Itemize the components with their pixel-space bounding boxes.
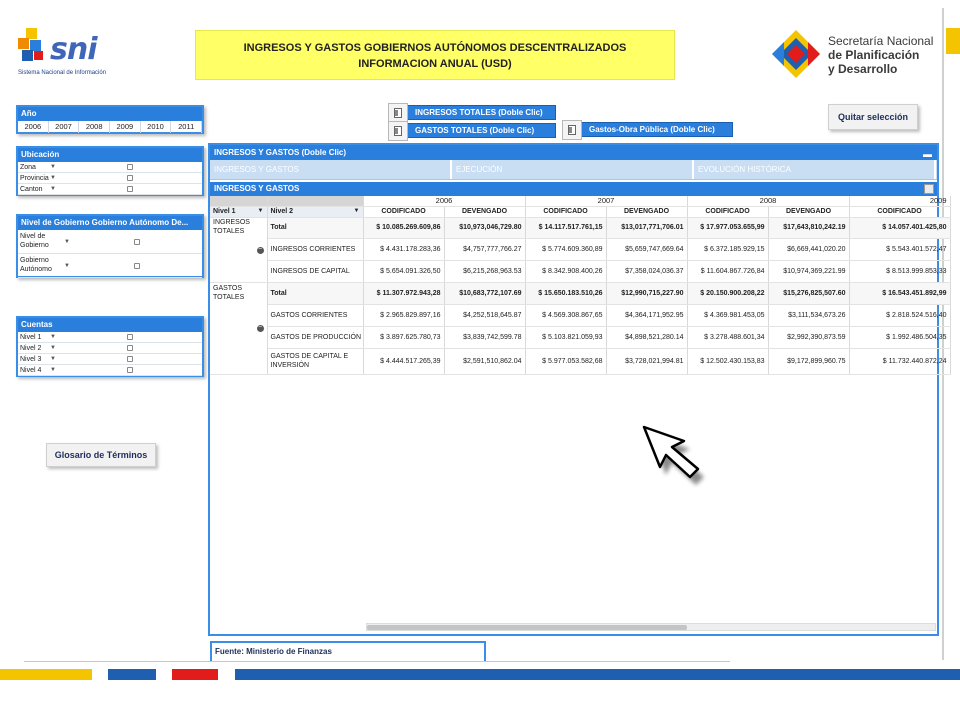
value-cell: $ 3.278.488.601,34 [687,326,768,348]
filter-row-nivel-gobierno[interactable] [18,230,202,254]
senplades-logo [770,26,934,84]
sheet-icon [388,103,408,123]
senplades-mark-icon [770,28,822,80]
filter-row-nivel3[interactable] [18,354,202,365]
year-option[interactable]: 2008 [79,121,110,133]
value-cell: $ 5.543.401.572,47 [849,238,950,260]
value-cell: $13,017,771,706.01 [606,217,687,238]
dropdown-arrow-icon[interactable]: ▼ [64,239,70,245]
group-label: INGRESOS TOTALES [213,218,250,235]
table-row [210,282,950,304]
column-header-row [210,206,950,217]
value-cell: $10,683,772,107.69 [444,282,525,304]
row-label: GASTOS DE CAPITAL E INVERSIÓN [267,348,363,374]
blue-bar-long [235,669,960,680]
value-cell: $ 1.992.486.504,35 [849,326,950,348]
value-cell: $ 5.977.053.582,68 [525,348,606,374]
column-header[interactable]: DEVENGADO [606,206,687,217]
value-cell: $ 5.774.609.360,89 [525,238,606,260]
filter-row-label: Provincia [20,175,49,182]
checkbox[interactable] [127,345,133,351]
group-cell-ingresos[interactable] [210,217,267,282]
value-cell: $ 8.342.908.400,26 [525,260,606,282]
gastos-obra-publica-button[interactable] [562,122,733,137]
blue-bar-short [108,669,156,680]
year-header: 2007 [525,196,687,206]
anio-years [18,121,202,133]
value-cell: $4,252,518,645.87 [444,304,525,326]
yellow-bar [0,669,92,680]
collapse-icon[interactable]: − [257,245,263,253]
value-cell: $ 3.897.625.780,73 [363,326,444,348]
value-cell: $15,276,825,507.60 [768,282,849,304]
yellow-accent-tab [946,28,960,54]
nivel1-header[interactable] [210,206,267,217]
table-row [210,260,950,282]
value-cell: $3,728,021,994.81 [606,348,687,374]
nivel-gobierno-filter-panel [16,214,204,278]
column-header[interactable]: CODIFICADO [525,206,606,217]
anio-filter-panel [16,105,204,134]
filter-row-canton[interactable] [18,184,202,195]
blank-cell [267,196,363,206]
value-cell: $ 20.150.900.208,22 [687,282,768,304]
value-cell: $17,643,810,242.19 [768,217,849,238]
filter-row-label: Nivel 4 [20,367,42,374]
nivel2-header[interactable] [267,206,363,217]
checkbox[interactable] [127,334,133,340]
sni-logo-subtitle: Sistema Nacional de Información [18,70,107,76]
value-cell: $12,990,715,227.90 [606,282,687,304]
filter-row-nivel1[interactable] [18,332,202,343]
value-cell: $ 12.502.430.153,83 [687,348,768,374]
checkbox[interactable] [127,175,133,181]
value-cell: $ 11.604.867.726,84 [687,260,768,282]
filter-row-label: Zona [20,164,36,171]
nivel-gobierno-filter-title: Nivel de Gobierno Gobierno Autónomo De... [18,216,202,230]
value-cell: $3,111,534,673.26 [768,304,849,326]
value-cell: $ 4.431.178.283,36 [363,238,444,260]
tab-ingresos-gastos[interactable]: INGRESOS Y GASTOS [210,160,452,179]
page-title-box [195,30,675,80]
filter-row-nivel4[interactable] [18,365,202,376]
cuentas-filter-title: Cuentas [18,318,202,332]
pivot-container-header[interactable] [210,145,937,160]
value-cell: $2,992,390,873.59 [768,326,849,348]
filter-row-zona[interactable] [18,162,202,173]
pivot-table-viewport [210,196,947,375]
quitar-seleccion-button[interactable]: Quitar selección [828,104,918,130]
year-header: 2009 [849,196,950,206]
value-cell: $6,669,441,020.20 [768,238,849,260]
column-header[interactable]: DEVENGADO [768,206,849,217]
value-cell: $10,974,369,221.99 [768,260,849,282]
group-label: GASTOS TOTALES [213,284,245,301]
group-cell-gastos[interactable] [210,282,267,374]
row-label: Total [267,282,363,304]
scrollbar-thumb[interactable] [367,625,687,630]
column-header[interactable]: CODIFICADO [363,206,444,217]
dropdown-arrow-icon[interactable]: ▼ [50,164,56,170]
pivot-container [208,143,947,636]
glosario-button[interactable]: Glosario de Términos [46,443,156,467]
gastos-totales-label: GASTOS TOTALES (Doble Clic) [415,126,535,135]
row-label: INGRESOS CORRIENTES [267,238,363,260]
filter-row-label: Nivel 2 [20,345,42,352]
value-cell: $ 10.085.269.609,86 [363,217,444,238]
value-cell: $6,215,268,963.53 [444,260,525,282]
row-label: Total [267,217,363,238]
table-row [210,304,950,326]
year-option[interactable]: 2011 [171,121,202,133]
table-row [210,238,950,260]
checkbox[interactable] [127,186,133,192]
year-option[interactable]: 2006 [18,121,49,133]
dropdown-arrow-icon[interactable]: ▼ [50,334,56,340]
filter-row-gobierno-autonomo[interactable] [18,254,202,278]
value-cell: $ 2.818.524.516,40 [849,304,950,326]
dropdown-arrow-icon[interactable]: ▼ [50,186,56,192]
tab-ejecucion[interactable]: EJECUCIÓN [452,160,694,179]
nivel1-header-label: Nivel 1 [213,208,236,215]
pivot-table [210,196,951,375]
dropdown-arrow-icon[interactable]: ▼ [257,207,264,214]
filter-row-nivel2[interactable] [18,343,202,354]
ubicacion-filter-panel [16,146,204,196]
value-cell: $ 6.372.185.929,15 [687,238,768,260]
horizontal-scrollbar[interactable] [366,623,936,631]
filter-row-label: Canton [20,186,43,193]
sheet-icon [562,120,582,140]
filter-row-label: Nivel de Gobierno [20,233,49,249]
value-cell: $7,358,024,036.37 [606,260,687,282]
value-cell: $4,757,777,766.27 [444,238,525,260]
pivot-container-title: INGRESOS Y GASTOS (Doble Clic) [214,148,347,157]
blank-cell [210,196,267,206]
column-header[interactable]: CODIFICADO [849,206,950,217]
pivot-tabs [210,160,937,180]
dropdown-arrow-icon[interactable]: ▼ [50,345,56,351]
ingresos-totales-label: INGRESOS TOTALES (Doble Clic) [415,108,543,117]
year-option[interactable]: 2007 [49,121,80,133]
value-cell: $ 14.057.401.425,80 [849,217,950,238]
page-subtitle: INFORMACION ANUAL (USD) [358,58,512,70]
nivel2-header-label: Nivel 2 [270,208,294,215]
value-cell: $ 11.307.972.943,28 [363,282,444,304]
value-cell: $ 5.654.091.326,50 [363,260,444,282]
ubicacion-filter-title: Ubicación [18,148,202,162]
collapse-icon[interactable]: − [257,323,263,331]
page-title: INGRESOS Y GASTOS GOBIERNOS AUTÓNOMOS DESCENTRALIZADOS [243,42,627,54]
year-header: 2008 [687,196,849,206]
senplades-line1: Secretaría Nacional [828,34,934,48]
value-cell: $ 11.732.440.872,24 [849,348,950,374]
pivot-table-header [210,182,937,196]
sheet-icon [388,121,408,141]
pivot-table-title: INGRESOS Y GASTOS [214,184,300,193]
red-bar [172,669,218,680]
row-label: GASTOS DE PRODUCCIÓN [267,326,363,348]
footer-divider [24,661,730,662]
value-cell: $4,898,521,280.14 [606,326,687,348]
checkbox[interactable] [134,263,140,269]
value-cell: $ 4.569.308.867,65 [525,304,606,326]
value-cell: $ 15.650.183.510,26 [525,282,606,304]
dropdown-arrow-icon[interactable]: ▼ [64,263,70,269]
column-header[interactable]: DEVENGADO [444,206,525,217]
gastos-obra-publica-label: Gastos-Obra Pública (Doble Clic) [589,125,715,134]
dropdown-arrow-icon[interactable]: ▼ [353,207,360,214]
value-cell: $ 5.103.821.059,93 [525,326,606,348]
year-header: 2006 [363,196,525,206]
checkbox[interactable] [127,367,133,373]
column-header[interactable]: CODIFICADO [687,206,768,217]
pointer-cursor-icon [640,425,710,485]
table-row [210,217,950,238]
value-cell: $ 4.369.981.453,05 [687,304,768,326]
cubes-icon [18,28,48,62]
value-cell: $ 4.444.517.265,39 [363,348,444,374]
checkbox[interactable] [134,239,140,245]
value-cell: $4,364,171,952.95 [606,304,687,326]
year-option[interactable]: 2010 [141,121,172,133]
value-cell: $5,659,747,669.64 [606,238,687,260]
value-cell: $ 17.977.053.655,99 [687,217,768,238]
fuente-label: Fuente: Ministerio de Finanzas [210,641,486,661]
filter-row-label: Nivel 3 [20,356,42,363]
row-label: GASTOS CORRIENTES [267,304,363,326]
ingresos-totales-button[interactable] [388,105,556,120]
sni-logo [18,28,118,80]
expand-icon[interactable] [924,184,934,194]
value-cell: $3,839,742,599.78 [444,326,525,348]
year-option[interactable]: 2009 [110,121,141,133]
senplades-line2: de Planificación [828,48,920,62]
dropdown-arrow-icon[interactable]: ▼ [50,367,56,373]
checkbox[interactable] [127,356,133,362]
value-cell: $2,591,510,862.04 [444,348,525,374]
table-row [210,348,950,374]
value-cell: $ 8.513.999.853,33 [849,260,950,282]
year-header-row [210,196,950,206]
cuentas-filter-panel [16,316,204,377]
sni-logo-word: sni [50,32,97,67]
value-cell: $9,172,899,960.75 [768,348,849,374]
anio-filter-title: Año [18,107,202,121]
value-cell: $ 14.117.517.761,15 [525,217,606,238]
row-label: INGRESOS DE CAPITAL [267,260,363,282]
gastos-totales-button[interactable] [388,123,556,138]
dropdown-arrow-icon[interactable]: ▼ [50,356,56,362]
tab-evolucion-historica[interactable]: EVOLUCIÓN HISTÓRICA [694,160,936,179]
filter-row-label: Nivel 1 [20,334,42,341]
dropdown-arrow-icon[interactable]: ▼ [50,175,56,181]
senplades-line3: y Desarrollo [828,62,898,76]
table-row [210,326,950,348]
value-cell: $ 2.965.829.897,16 [363,304,444,326]
value-cell: $ 16.543.451.892,99 [849,282,950,304]
filter-row-label: Gobierno Autónomo [20,257,52,273]
minimize-icon[interactable]: ▬ [923,149,932,159]
checkbox[interactable] [127,164,133,170]
filter-row-provincia[interactable] [18,173,202,184]
value-cell: $10,973,046,729.80 [444,217,525,238]
